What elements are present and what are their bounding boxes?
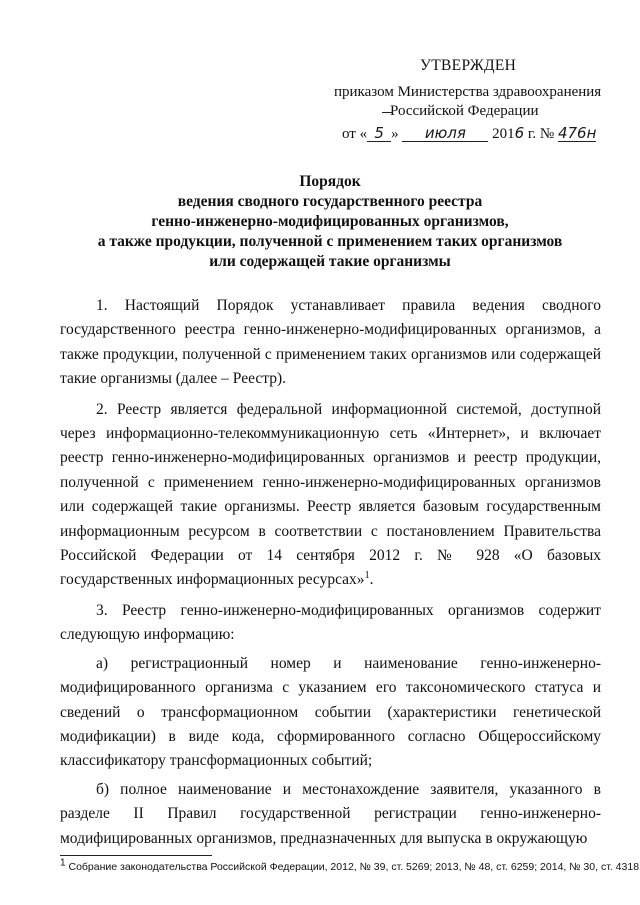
approval-line-2-text: Российской Федерации [390, 103, 539, 119]
paragraph-2-end: . [369, 571, 374, 589]
heading-line-5: или содержащей такие организмы [209, 253, 451, 270]
heading-line-3: генно-инженерно-модифицированных организмов, [151, 213, 509, 230]
handwritten-year-digit: 6 [514, 124, 525, 142]
paragraph-3a: а) регистрационный номер и наименование генно-инженерно-модифицированного организма с указанием его таксономического статуса и сведений о трансформационном событии (характеристики генетической модификации) в виде кода, сформированного согласно Общероссийскому классификатору трансформационных событий; [60, 654, 601, 770]
document-body [60, 294, 601, 855]
handwritten-month: июля [402, 125, 488, 142]
document-heading [60, 172, 600, 272]
paragraph-3: 3. Реестр генно-инженерно-модифицированных организмов содержит следующую информацию: [60, 601, 601, 644]
approval-line-1: приказом Министерства здравоохранения [334, 84, 602, 100]
footnote [60, 857, 640, 874]
heading-line-1: Порядок [299, 173, 361, 190]
dash-mark [382, 112, 392, 113]
paragraph-2 [60, 398, 601, 593]
footnote-reference: 1 [364, 570, 370, 582]
heading-line-2: ведения сводного государственного реестра [177, 193, 483, 210]
paragraph-3b: б) полное наименование и местонахождение заявителя, указанного в разделе II Правил государственной регистрации генно-инженерно-модифицированных организмов, предназначенных для выпуска в окружающую [60, 780, 601, 847]
approval-line-2 [390, 101, 539, 121]
handwritten-order-number: 476н [557, 124, 597, 142]
paragraph-2-text: 2. Реестр является федеральной информационной системой, доступной через информационно-телекоммуникационную сеть «Интернет», и включает реестр генно-инженерно-модифицированных организмов и реестр продукции, полученной с применением генно-инженерно-модифицированных организмов или содержащей такие организмы. Реестр является базовым государственным информационным ресурсом в соответствии с постановлением Правительства Российской Федерации от 14 сентября 2012 г. № 928 «О базовых государственных информационных ресурсах» [60, 400, 601, 589]
footnote-text: Собрание законодательства Российской Федерации, 2012, № 39, ст. 5269; 2013, № 48, ст. 6259; 2014, № 30, ст. 4318 [65, 861, 640, 873]
quote-close: » [391, 126, 399, 142]
footnote-mark: 1 [60, 857, 66, 869]
heading-line-4: а также продукции, полученной с применением таких организмов [97, 233, 563, 250]
year-suffix: г. № [527, 126, 555, 142]
footnote-separator [60, 855, 212, 856]
year-prefix: 201 [492, 126, 515, 142]
handwritten-day: 5 [367, 125, 391, 142]
approval-date-line [342, 123, 596, 144]
paragraph-1: 1. Настоящий Порядок устанавливает правила ведения сводного государственного реестра генно-инженерно-модифицированных организмов, а также продукции, полученной с применением таких организмов или содержащей такие организмы (далее – Реестр). [60, 297, 601, 388]
approval-title: УТВЕРЖДЕН [420, 57, 517, 74]
date-prefix: от « [342, 126, 368, 142]
